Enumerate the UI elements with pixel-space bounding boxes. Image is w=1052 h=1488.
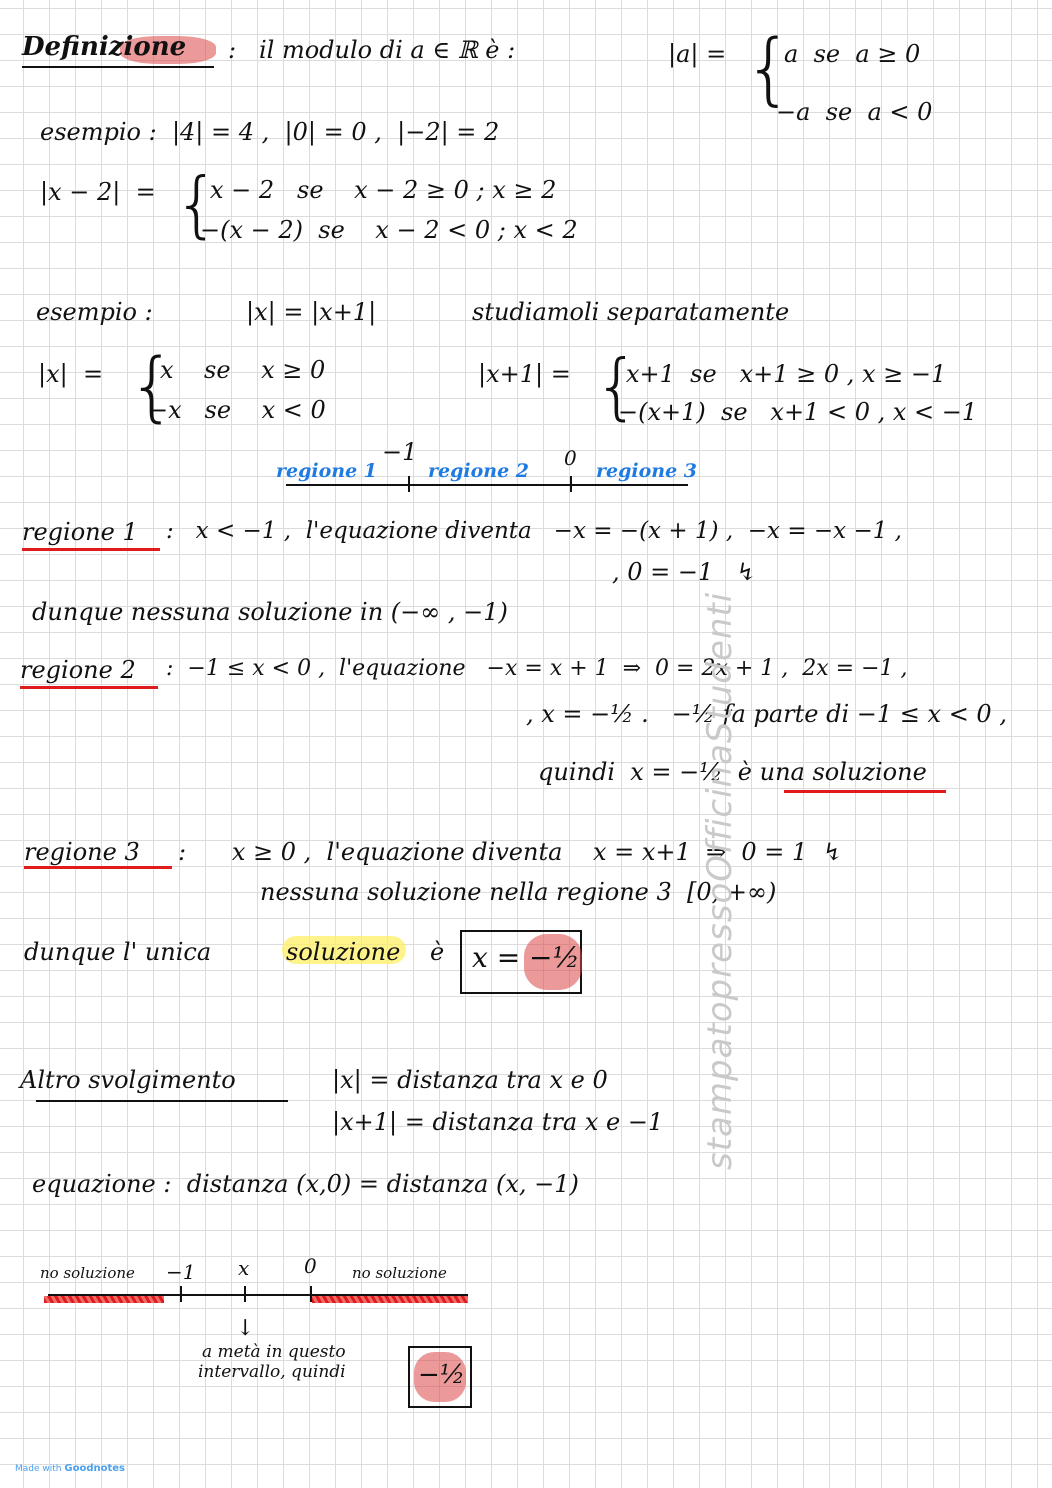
conclusion-text: dunque l' unica — [24, 938, 212, 966]
diagram-right-hatch — [312, 1296, 468, 1303]
alternative-line1: |x| = distanza tra x e 0 — [332, 1066, 608, 1094]
diagram-left-hatch — [44, 1296, 164, 1303]
region1-text: : x < −1 , l'equazione diventa −x = −(x + 1) , −x = −x −1 , — [166, 518, 902, 544]
diagram-caption2: intervallo, quindi — [198, 1362, 346, 1382]
definition-case1: a se a ≥ 0 — [784, 40, 921, 68]
nl-axis — [286, 484, 688, 486]
nl-tick-0-label: 0 — [564, 446, 577, 470]
example2-note: studiamoli separatamente — [472, 298, 790, 326]
definition-lhs: |a| = — [668, 40, 727, 68]
abs-x-case1: x se x ≥ 0 — [160, 356, 326, 384]
conclusion-answer: x = −½ — [472, 941, 580, 974]
definition-text: : il modulo di a ∈ ℝ è : — [228, 36, 516, 64]
footer — [15, 1463, 125, 1474]
diagram-tick-0 — [310, 1286, 312, 1302]
region2-text: : −1 ≤ x < 0 , l'equazione −x = x + 1 ⇒ 0 = 2x + 1 , 2x = −1 , — [166, 656, 908, 681]
conclusion-highlight: soluzione — [286, 938, 401, 966]
diagram-left-label: no soluzione — [40, 1264, 135, 1282]
abs-x1-brace: { — [594, 344, 640, 428]
example2-label: esempio : — [36, 298, 153, 326]
region1-underline — [22, 548, 160, 551]
alternative-equation: equazione : distanza (x,0) = distanza (x, −1) — [32, 1170, 579, 1198]
region1-conclusion: dunque nessuna soluzione in (−∞ , −1) — [32, 598, 508, 626]
example1-lhs: |x − 2| = — [40, 178, 156, 206]
abs-x1-case1: x+1 se x+1 ≥ 0 , x ≥ −1 — [626, 360, 947, 388]
example1-case2: −(x − 2) se x − 2 < 0 ; x < 2 — [200, 216, 578, 244]
abs-x-brace: { — [128, 341, 177, 430]
diagram-right-label: no soluzione — [352, 1264, 447, 1282]
alternative-title-underline — [36, 1100, 288, 1102]
diagram-caption1: a metà in questo — [202, 1342, 346, 1362]
example1-brace: { — [174, 162, 220, 246]
nl-tick-minus1-label: −1 — [382, 438, 418, 466]
footer-brand: Goodnotes — [64, 1463, 125, 1474]
example1-text: esempio : |4| = 4 , |0| = 0 , |−2| = 2 — [40, 118, 500, 146]
alternative-title: Altro svolgimento — [20, 1066, 236, 1094]
diagram-tick-minus1-label: −1 — [166, 1260, 196, 1284]
region3-label: regione 3 — [24, 838, 140, 866]
region3-text: : x ≥ 0 , l'equazione diventa x = x+1 ⇒ 0 = 1 ↯ — [178, 838, 843, 866]
nl-tick-minus1 — [408, 476, 410, 492]
region3-line2: nessuna soluzione nella regione 3 [0, +∞) — [260, 878, 777, 906]
nl-tick-0 — [570, 476, 572, 492]
nl-region3: regione 3 — [596, 460, 698, 482]
nl-region1: regione 1 — [276, 460, 378, 482]
diagram-arrow: ↓ — [236, 1316, 255, 1341]
example2-equation: |x| = |x+1| — [246, 298, 377, 326]
definition-title-underline — [22, 66, 214, 68]
diagram-tick-minus1 — [180, 1286, 182, 1302]
watermark: stampatopressoOfficinaStudenti — [700, 591, 740, 1170]
region2-underline — [20, 686, 158, 689]
definition-brace: { — [744, 24, 794, 114]
example1-case1: x − 2 se x − 2 ≥ 0 ; x ≥ 2 — [210, 176, 557, 204]
diagram-tick-0-label: 0 — [304, 1254, 317, 1278]
region2-line3: quindi x = −½ è una soluzione — [538, 758, 927, 786]
nl-region2: regione 2 — [428, 460, 530, 482]
definition-case2: −a se a < 0 — [776, 98, 933, 126]
alternative-line2: |x+1| = distanza tra x e −1 — [332, 1108, 664, 1136]
region3-underline — [24, 866, 172, 869]
region2-line2: , x = −½ . −½ fa parte di −1 ≤ x < 0 , — [526, 700, 1007, 728]
region2-solution-underline — [784, 790, 946, 793]
conclusion-verb: è — [430, 938, 445, 966]
abs-x1-case2: −(x+1) se x+1 < 0 , x < −1 — [618, 398, 978, 426]
region1-line2: , 0 = −1 ↯ — [612, 558, 757, 586]
abs-x1-lhs: |x+1| = — [478, 360, 571, 388]
diagram-tick-x-label: x — [238, 1256, 250, 1280]
diagram-answer: −½ — [418, 1360, 465, 1390]
abs-x-case2: −x se x < 0 — [148, 396, 326, 424]
definition-title: Definizione — [22, 32, 187, 62]
region1-label: regione 1 — [22, 518, 138, 546]
region2-label: regione 2 — [20, 656, 136, 684]
footer-prefix: Made with — [15, 1464, 62, 1474]
diagram-tick-x — [244, 1286, 246, 1302]
abs-x-lhs: |x| = — [38, 360, 104, 388]
